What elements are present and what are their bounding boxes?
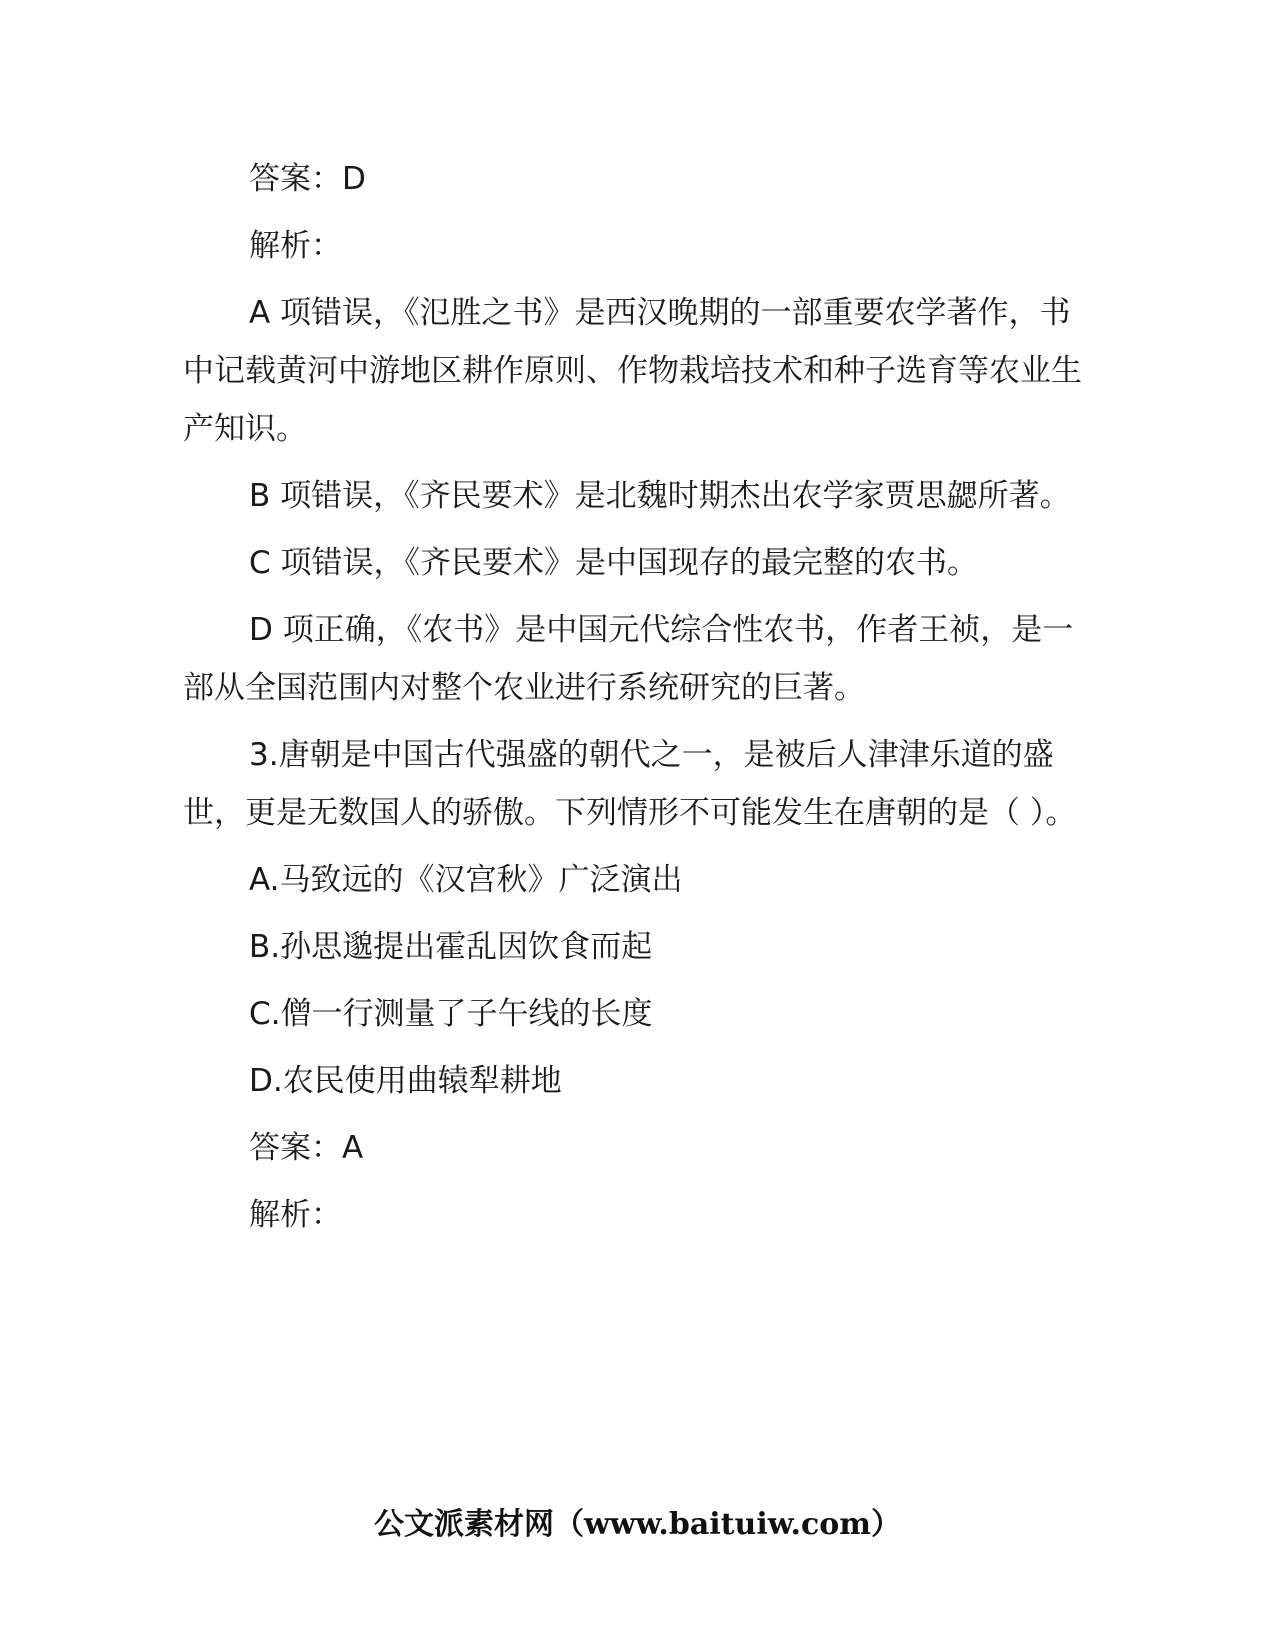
analysis-option-a: A 项错误，《氾胜之书》是西汉晚期的一部重要农学著作，书中记载黄河中游地区耕作原则、作物栽培技术和种子选育等农业生产知识。: [183, 295, 1082, 447]
analysis-label: 解析：: [249, 228, 342, 264]
analysis-label: 解析：: [249, 1197, 342, 1233]
question-text: 3.唐朝是中国古代强盛的朝代之一，是被后人津津乐道的盛世，更是无数国人的骄傲。下列情形不可能发生在唐朝的是（ ）。: [183, 737, 1077, 831]
answer-line: 答案：A: [249, 1130, 364, 1166]
document-body: [183, 150, 1091, 1253]
analysis-option-c: C 项错误，《齐民要术》是中国现存的最完整的农书。: [249, 545, 978, 581]
analysis-option-d: D 项正确，《农书》是中国元代综合性农书，作者王祯，是一部从全国范围内对整个农业进行系统研究的巨著。: [183, 612, 1074, 706]
choice-a: A.马致远的《汉宫秋》广泛演出: [249, 862, 683, 898]
page-footer: 公文派素材网（www.baituiw.com）: [373, 1507, 902, 1542]
answer-line: 答案：D: [249, 161, 366, 197]
choice-c: C.僧一行测量了子午线的长度: [249, 996, 653, 1032]
choice-d: D.农民使用曲辕犁耕地: [249, 1063, 562, 1099]
analysis-option-b: B 项错误，《齐民要术》是北魏时期杰出农学家贾思勰所著。: [249, 478, 1071, 514]
choice-b: B.孙思邈提出霍乱因饮食而起: [249, 929, 653, 965]
